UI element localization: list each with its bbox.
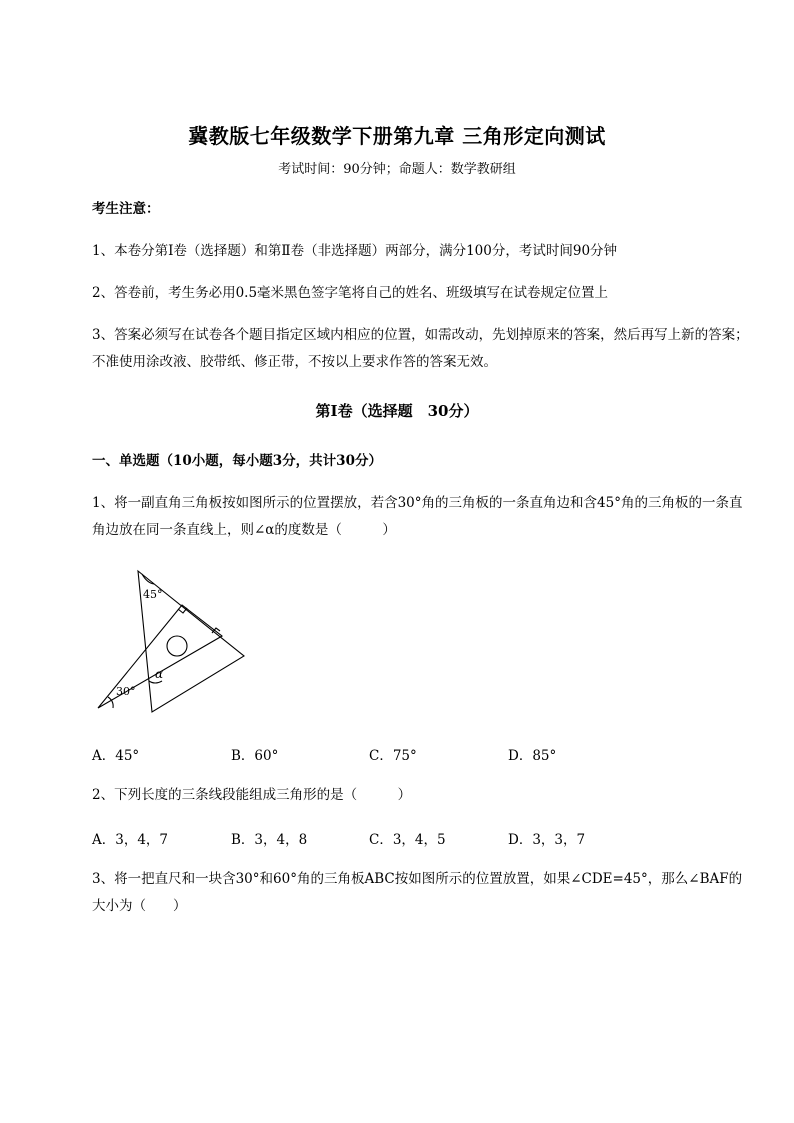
notice-heading: 考生注意： [92, 201, 160, 217]
question-2-options [92, 828, 752, 848]
notice-item-2: 2、答卷前，考生务必用0.5毫米黑色签字笔将自己的姓名、班级填写在试卷规定位置上 [92, 285, 609, 301]
question-1-option-a[interactable]: A．45° [92, 748, 140, 764]
question-2-option-b[interactable]: B．3，4，8 [231, 832, 308, 848]
question-1-option-d[interactable]: D．85° [508, 748, 557, 764]
arc-alpha [149, 681, 162, 683]
triangle-hole [167, 636, 187, 656]
question-2-option-d[interactable]: D．3，3，7 [508, 832, 586, 848]
question-1-figure [92, 563, 252, 715]
question-2-option-c[interactable]: C．3，4，5 [369, 832, 446, 848]
exam-subtitle: 考试时间：90分钟；命题人：数学教研组 [278, 162, 516, 177]
arc-30 [108, 697, 113, 708]
notice-item-1: 1、本卷分第I卷（选择题）和第Ⅱ卷（非选择题）两部分，满分100分，考试时间90分钟 [92, 243, 618, 259]
part-heading: 一、单选题（10小题，每小题3分，共计30分） [92, 453, 382, 469]
question-3-stem: 3、将一把直尺和一块含30°和60°角的三角板ABC按如图所示的位置放置，如果∠CDE=45°，那么∠BAF的大小为（ ） [92, 871, 743, 914]
question-2-stem: 2、下列长度的三条线段能组成三角形的是（ ） [92, 787, 412, 803]
question-1-options [92, 744, 752, 764]
label-45: 45° [143, 588, 163, 601]
question-2-option-a[interactable]: A．3，4，7 [92, 832, 169, 848]
label-alpha: α [155, 667, 164, 681]
exam-title: 冀教版七年级数学下册第九章 三角形定向测试 [188, 124, 606, 148]
label-30: 30° [116, 685, 136, 698]
question-1-stem: 1、将一副直角三角板按如图所示的位置摆放，若含30°角的三角板的一条直角边和含45°角的三角板的一条直角边放在同一条直线上，则∠α的度数是（ ） [92, 495, 743, 538]
section-title: 第I卷（选择题 30分） [315, 402, 479, 420]
question-1-option-c[interactable]: C．75° [369, 748, 417, 764]
question-1-option-b[interactable]: B．60° [231, 748, 279, 764]
notice-item-3: 3、答案必须写在试卷各个题目指定区域内相应的位置，如需改动，先划掉原来的答案，然后再写上新的答案；不准使用涂改液、胶带纸、修正带，不按以上要求作答的答案无效。 [92, 327, 749, 370]
